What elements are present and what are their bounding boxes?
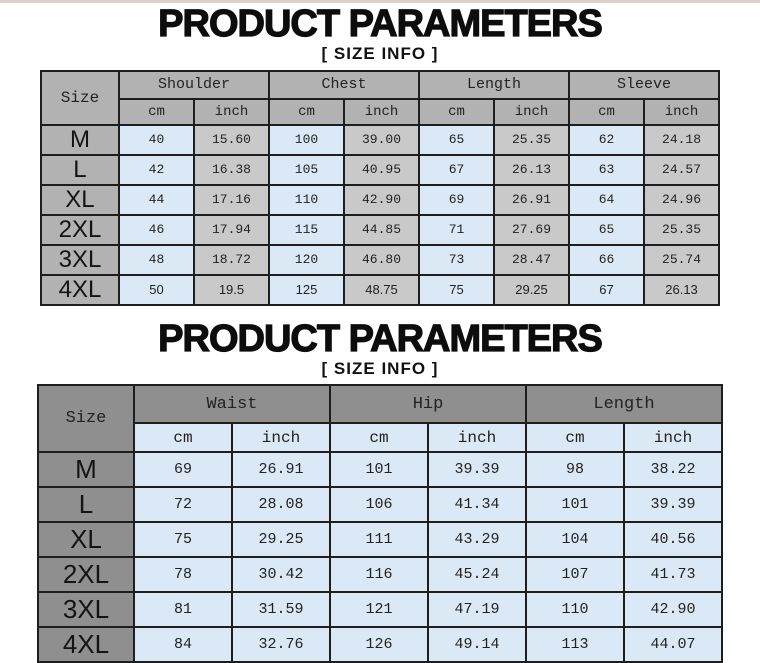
section2-title: PRODUCT PARAMETERS xyxy=(158,317,602,360)
unit-header: inch xyxy=(644,99,719,125)
value-cell: 46 xyxy=(119,215,194,245)
table-row xyxy=(41,245,719,275)
table-row xyxy=(41,275,719,305)
size-cell: XL xyxy=(38,522,134,557)
table-row xyxy=(38,452,722,487)
value-cell: 101 xyxy=(330,452,428,487)
table-row xyxy=(41,155,719,185)
table-header-row xyxy=(38,385,722,423)
value-cell: 50 xyxy=(119,275,194,305)
size-cell: 4XL xyxy=(38,627,134,662)
unit-header: cm xyxy=(134,423,232,452)
value-cell: 29.25 xyxy=(232,522,330,557)
size-cell: M xyxy=(41,125,119,155)
value-cell: 107 xyxy=(526,557,624,592)
table-row xyxy=(41,185,719,215)
value-cell: 75 xyxy=(419,275,494,305)
value-cell: 17.16 xyxy=(194,185,269,215)
value-cell: 78 xyxy=(134,557,232,592)
value-cell: 24.18 xyxy=(644,125,719,155)
size-cell: 3XL xyxy=(41,245,119,275)
value-cell: 38.22 xyxy=(624,452,722,487)
unit-header: inch xyxy=(624,423,722,452)
size-cell: M xyxy=(38,452,134,487)
table-row xyxy=(38,627,722,662)
unit-header: cm xyxy=(330,423,428,452)
value-cell: 111 xyxy=(330,522,428,557)
value-cell: 110 xyxy=(269,185,344,215)
value-cell: 65 xyxy=(419,125,494,155)
group-header-hip: Hip xyxy=(330,385,526,423)
value-cell: 120 xyxy=(269,245,344,275)
value-cell: 42.90 xyxy=(344,185,419,215)
group-header-chest: Chest xyxy=(269,71,419,99)
value-cell: 115 xyxy=(269,215,344,245)
value-cell: 126 xyxy=(330,627,428,662)
value-cell: 26.91 xyxy=(232,452,330,487)
value-cell: 113 xyxy=(526,627,624,662)
size-column-header: Size xyxy=(38,385,134,452)
value-cell: 64 xyxy=(569,185,644,215)
value-cell: 25.74 xyxy=(644,245,719,275)
unit-header: inch xyxy=(428,423,526,452)
group-header-length: Length xyxy=(526,385,722,423)
unit-header-row xyxy=(38,423,722,452)
value-cell: 40.56 xyxy=(624,522,722,557)
value-cell: 47.19 xyxy=(428,592,526,627)
value-cell: 28.47 xyxy=(494,245,569,275)
value-cell: 24.96 xyxy=(644,185,719,215)
value-cell: 43.29 xyxy=(428,522,526,557)
value-cell: 44 xyxy=(119,185,194,215)
value-cell: 26.13 xyxy=(644,275,719,305)
value-cell: 39.00 xyxy=(344,125,419,155)
size-cell: 4XL xyxy=(41,275,119,305)
value-cell: 32.76 xyxy=(232,627,330,662)
unit-header: cm xyxy=(419,99,494,125)
value-cell: 19.5 xyxy=(194,275,269,305)
value-cell: 101 xyxy=(526,487,624,522)
value-cell: 25.35 xyxy=(644,215,719,245)
unit-header: cm xyxy=(119,99,194,125)
value-cell: 41.34 xyxy=(428,487,526,522)
value-cell: 41.73 xyxy=(624,557,722,592)
value-cell: 62 xyxy=(569,125,644,155)
value-cell: 116 xyxy=(330,557,428,592)
value-cell: 73 xyxy=(419,245,494,275)
value-cell: 44.07 xyxy=(624,627,722,662)
value-cell: 104 xyxy=(526,522,624,557)
value-cell: 28.08 xyxy=(232,487,330,522)
size-cell: 2XL xyxy=(41,215,119,245)
value-cell: 49.14 xyxy=(428,627,526,662)
value-cell: 105 xyxy=(269,155,344,185)
value-cell: 75 xyxy=(134,522,232,557)
section1-title: PRODUCT PARAMETERS xyxy=(158,3,602,45)
value-cell: 26.13 xyxy=(494,155,569,185)
table-row xyxy=(41,215,719,245)
value-cell: 81 xyxy=(134,592,232,627)
value-cell: 100 xyxy=(269,125,344,155)
value-cell: 121 xyxy=(330,592,428,627)
size-cell: 3XL xyxy=(38,592,134,627)
value-cell: 39.39 xyxy=(428,452,526,487)
value-cell: 84 xyxy=(134,627,232,662)
value-cell: 63 xyxy=(569,155,644,185)
unit-header: inch xyxy=(232,423,330,452)
value-cell: 66 xyxy=(569,245,644,275)
table-row xyxy=(38,592,722,627)
value-cell: 71 xyxy=(419,215,494,245)
tops-size-table xyxy=(40,70,720,306)
table-row xyxy=(38,557,722,592)
value-cell: 44.85 xyxy=(344,215,419,245)
table-row xyxy=(38,487,722,522)
value-cell: 15.60 xyxy=(194,125,269,155)
group-header-shoulder: Shoulder xyxy=(119,71,269,99)
value-cell: 29.25 xyxy=(494,275,569,305)
value-cell: 125 xyxy=(269,275,344,305)
value-cell: 16.38 xyxy=(194,155,269,185)
unit-header: cm xyxy=(526,423,624,452)
section2-subtitle: [ SIZE INFO ] xyxy=(321,358,439,378)
group-header-sleeve: Sleeve xyxy=(569,71,719,99)
section1-subtitle: [ SIZE INFO ] xyxy=(321,44,439,63)
unit-header-row xyxy=(41,99,719,125)
value-cell: 69 xyxy=(419,185,494,215)
value-cell: 24.57 xyxy=(644,155,719,185)
value-cell: 67 xyxy=(569,275,644,305)
size-cell: 2XL xyxy=(38,557,134,592)
value-cell: 30.42 xyxy=(232,557,330,592)
value-cell: 31.59 xyxy=(232,592,330,627)
value-cell: 39.39 xyxy=(624,487,722,522)
group-header-length: Length xyxy=(419,71,569,99)
value-cell: 26.91 xyxy=(494,185,569,215)
value-cell: 110 xyxy=(526,592,624,627)
value-cell: 72 xyxy=(134,487,232,522)
value-cell: 48.75 xyxy=(344,275,419,305)
size-cell: XL xyxy=(41,185,119,215)
value-cell: 48 xyxy=(119,245,194,275)
value-cell: 69 xyxy=(134,452,232,487)
value-cell: 27.69 xyxy=(494,215,569,245)
unit-header: inch xyxy=(344,99,419,125)
value-cell: 40 xyxy=(119,125,194,155)
value-cell: 25.35 xyxy=(494,125,569,155)
table-row xyxy=(38,522,722,557)
unit-header: cm xyxy=(569,99,644,125)
value-cell: 18.72 xyxy=(194,245,269,275)
group-header-waist: Waist xyxy=(134,385,330,423)
value-cell: 45.24 xyxy=(428,557,526,592)
size-cell: L xyxy=(38,487,134,522)
table-row xyxy=(41,125,719,155)
size-cell: L xyxy=(41,155,119,185)
value-cell: 42 xyxy=(119,155,194,185)
value-cell: 98 xyxy=(526,452,624,487)
table-header-row xyxy=(41,71,719,99)
value-cell: 40.95 xyxy=(344,155,419,185)
value-cell: 67 xyxy=(419,155,494,185)
bottoms-size-table xyxy=(37,384,723,663)
unit-header: inch xyxy=(194,99,269,125)
value-cell: 65 xyxy=(569,215,644,245)
size-column-header: Size xyxy=(41,71,119,125)
value-cell: 17.94 xyxy=(194,215,269,245)
unit-header: cm xyxy=(269,99,344,125)
unit-header: inch xyxy=(494,99,569,125)
value-cell: 46.80 xyxy=(344,245,419,275)
value-cell: 106 xyxy=(330,487,428,522)
value-cell: 42.90 xyxy=(624,592,722,627)
